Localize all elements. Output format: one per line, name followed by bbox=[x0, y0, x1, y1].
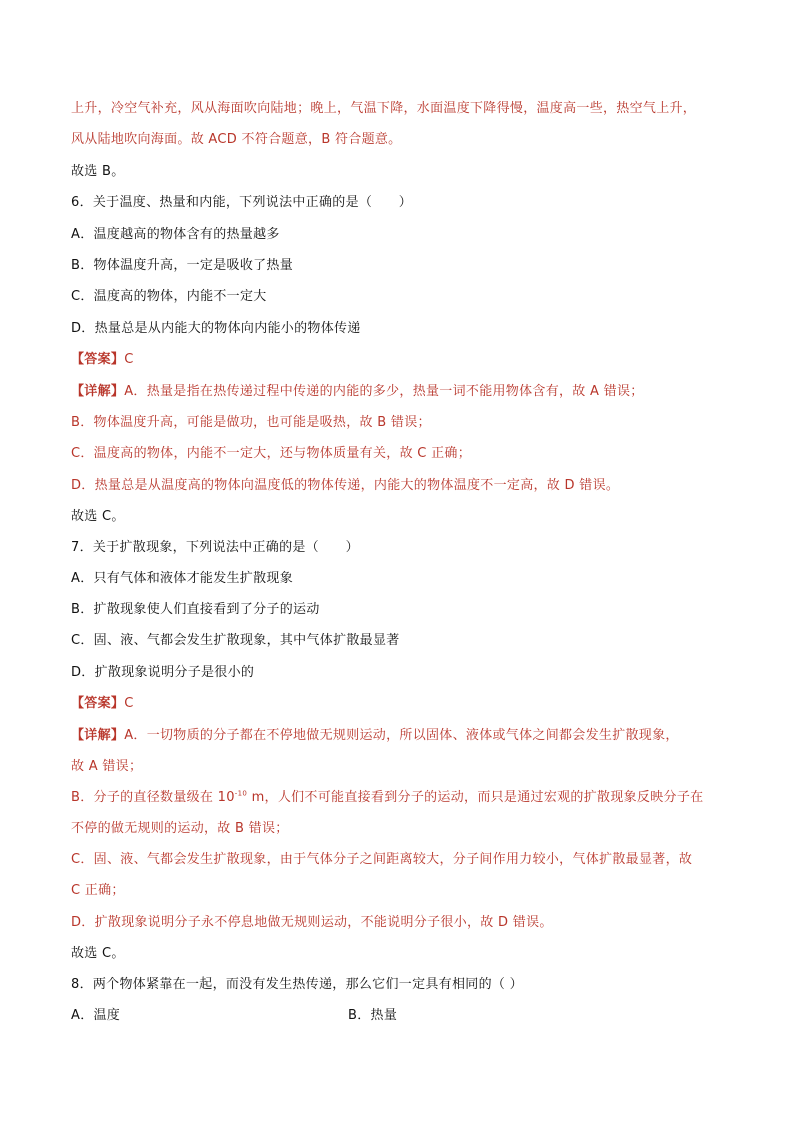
detail-text: A．热量是指在热传递过程中传递的内能的多少，热量一词不能用物体含有，故 A 错误； bbox=[124, 384, 644, 399]
q6-option-c: C．温度高的物体，内能不一定大 bbox=[71, 289, 267, 304]
q7-detail-b-line-2: 不停的做无规则的运动，故 B 错误； bbox=[71, 821, 289, 836]
exponent: -10 bbox=[234, 789, 248, 798]
answer-tag: 【答案】 bbox=[71, 352, 125, 367]
q7-option-a: A．只有气体和液体才能发生扩散现象 bbox=[71, 571, 293, 586]
q8-option-b: B．热量 bbox=[348, 1008, 398, 1023]
q6-detail-a bbox=[71, 383, 644, 401]
q7-option-c: C．固、液、气都会发生扩散现象，其中气体扩散最显著 bbox=[71, 633, 400, 648]
detail-tag: 【详解】 bbox=[71, 728, 125, 743]
answer-tag: 【答案】 bbox=[71, 696, 125, 711]
detail-b-suffix: m，人们不可能直接看到分子的运动，而只是通过宏观的扩散现象反映分子在 bbox=[247, 790, 704, 805]
detail-text: A．一切物质的分子都在不停地做无规则运动，所以固体、液体或气体之间都会发生扩散现象， bbox=[124, 728, 679, 743]
detail-tag: 【详解】 bbox=[71, 384, 125, 399]
prev-choice: 故选 B。 bbox=[71, 164, 125, 179]
q8-options-row bbox=[71, 1007, 591, 1025]
q7-option-d: D．扩散现象说明分子是很小的 bbox=[71, 665, 255, 680]
q7-stem: 7．关于扩散现象，下列说法中正确的是（ ） bbox=[71, 540, 359, 555]
q6-detail-c: C．温度高的物体，内能不一定大，还与物体质量有关，故 C 正确； bbox=[71, 446, 472, 461]
q7-detail-a-line-1 bbox=[71, 727, 679, 745]
q6-option-d: D．热量总是从内能大的物体向内能小的物体传递 bbox=[71, 321, 361, 336]
q6-detail-d: D．热量总是从温度高的物体向温度低的物体传递，内能大的物体温度不一定高，故 D 错误。 bbox=[71, 478, 620, 493]
answer-value: C bbox=[124, 352, 134, 367]
q6-option-b: B．物体温度升高，一定是吸收了热量 bbox=[71, 258, 294, 273]
q8-stem: 8．两个物体紧靠在一起，而没有发生热传递，那么它们一定具有相同的（ ） bbox=[71, 977, 523, 992]
q7-answer bbox=[71, 695, 134, 713]
q6-answer bbox=[71, 351, 134, 369]
answer-value: C bbox=[124, 696, 134, 711]
prev-explanation-line-1: 上升，冷空气补充，风从海面吹向陆地；晚上，气温下降，水面温度下降得慢，温度高一些，热空气上升， bbox=[71, 101, 697, 116]
q7-detail-c-line-1: C．固、液、气都会发生扩散现象，由于气体分子之间距离较大，分子间作用力较小，气体扩散最显著，故 bbox=[71, 852, 693, 867]
detail-b-prefix: B．分子的直径数量级在 10 bbox=[71, 790, 235, 805]
q7-choice: 故选 C。 bbox=[71, 946, 125, 961]
q7-detail-b-line-1 bbox=[71, 789, 703, 807]
q6-option-a: A．温度越高的物体含有的热量越多 bbox=[71, 227, 280, 242]
q7-detail-d: D．扩散现象说明分子永不停息地做无规则运动，不能说明分子很小，故 D 错误。 bbox=[71, 915, 553, 930]
q6-stem: 6．关于温度、热量和内能，下列说法中正确的是（ ） bbox=[71, 195, 413, 210]
q7-detail-c-line-2: C 正确； bbox=[71, 883, 125, 898]
q6-choice: 故选 C。 bbox=[71, 509, 125, 524]
q7-detail-a-line-2: 故 A 错误； bbox=[71, 759, 143, 774]
q7-option-b: B．扩散现象使人们直接看到了分子的运动 bbox=[71, 602, 320, 617]
prev-explanation-line-2: 风从陆地吹向海面。故 ACD 不符合题意，B 符合题意。 bbox=[71, 132, 402, 147]
q6-detail-b: B．物体温度升高，可能是做功，也可能是吸热，故 B 错误； bbox=[71, 415, 431, 430]
q8-option-a: A．温度 bbox=[71, 1008, 121, 1023]
